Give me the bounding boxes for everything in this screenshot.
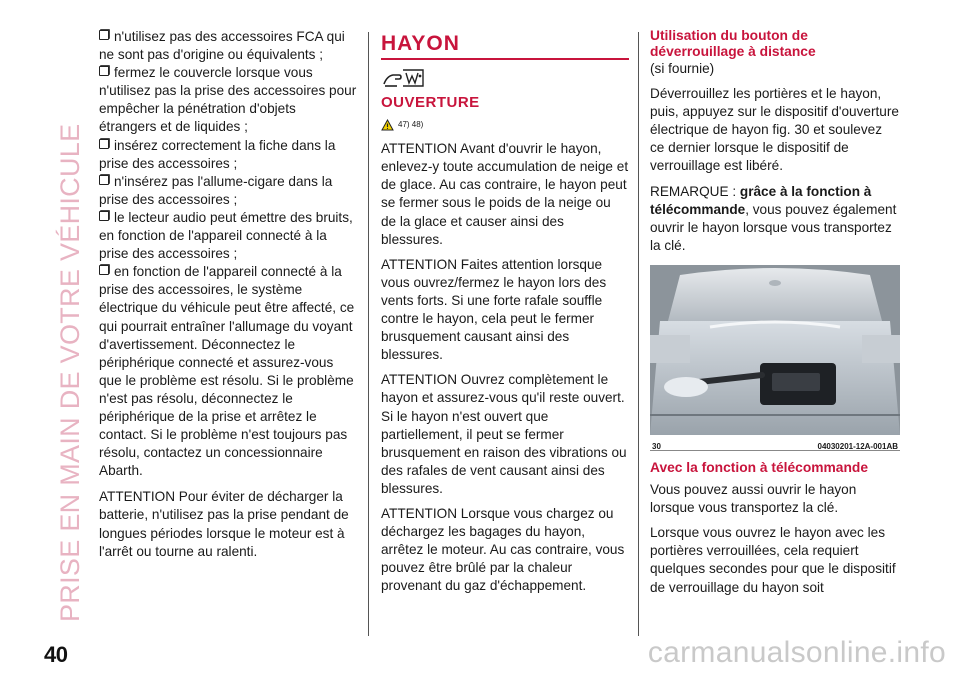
warning-references: 47) 48) — [381, 116, 629, 134]
remark-paragraph: REMARQUE : grâce à la fonction à télécommande, vous pouvez également ouvrir le hayon lorsque vous transportez la clé. — [650, 183, 897, 253]
paragraph: Lorsque vous ouvrez le hayon avec les portières verrouillées, cela requiert quelques secondes pour que le dispositif de verrouillage du hayon soit — [650, 525, 896, 595]
subsection-heading: Avec la fonction à télécommande — [650, 459, 869, 475]
heading-note: (si fournie) — [650, 61, 715, 76]
checkbox-bullet-icon — [99, 139, 109, 149]
paragraph: Vous pouvez aussi ouvrir le hayon lorsque vous transportez la clé. — [650, 482, 857, 516]
hand-tailgate-icon — [381, 64, 629, 92]
attention-paragraph: ATTENTION Avant d'ouvrir le hayon, enlevez-y toute accumulation de neige et de glace. Au cas contraire, le hayon peut se fermer sous le poids de la neige ou de la glace et causer ainsi des blessures. — [381, 141, 629, 247]
checkbox-bullet-icon — [99, 30, 109, 40]
attention-paragraph: ATTENTION Ouvrez complètement le hayon et assurez-vous qu'il reste ouvert. Si le hayon n'est ouvert que partiellement, il peut se fermer brusquement en raison des vibrations ou des rafales de vent causant ainsi des blessures. — [381, 372, 627, 496]
bullet-item: n'utilisez pas des accessoires FCA qui ne sont pas d'origine ou équivalents ; — [99, 29, 345, 63]
title-underline — [381, 58, 629, 60]
bullet-item: fermez le couvercle lorsque vous n'utilisez pas la prise des accessoires pour empêcher la pénétration d'objets étrangers et de liquides ; — [99, 65, 357, 135]
side-section-title: PRISE EN MAIN DE VOTRE VÉHICULE — [55, 123, 85, 622]
bullet-item: n'insérez pas l'allume-cigare dans la prise des accessoires ; — [99, 173, 333, 207]
column-2 — [381, 28, 629, 602]
warning-triangle-icon — [381, 119, 394, 131]
paragraph: Déverrouillez les portières et le hayon, puis, appuyez sur le dispositif d'ouverture électrique de hayon fig. 30 et soulevez ce dernier lorsque le dispositif de verrouillage est libéré. — [650, 86, 899, 174]
tailgate-figure — [650, 265, 900, 435]
attention-paragraph: ATTENTION Lorsque vous chargez ou déchargez les bagages du hayon, arrêtez le moteur. Au cas contraire, vous pouvez être brûlé par la chaleur provenant du gaz d'échappement. — [381, 505, 625, 594]
attention-paragraph: ATTENTION Faites attention lorsque vous ouvrez/fermez le hayon lors des vents forts. Si une forte rafale souffle contre le hayon, cela peut le fermer brusquement causant ainsi des blessures. — [381, 256, 607, 363]
column-3 — [650, 28, 900, 604]
subsection-title: OUVERTURE — [381, 94, 480, 111]
page-number: 40 — [44, 642, 68, 667]
checkbox-bullet-icon — [99, 211, 109, 221]
subsection-heading: Utilisation du bouton de déverrouillage à distance — [650, 28, 816, 59]
checkbox-bullet-icon — [99, 175, 109, 185]
watermark: carmanualsonline.info — [647, 636, 946, 669]
column-1 — [99, 28, 357, 568]
attention-paragraph: ATTENTION Pour éviter de décharger la batterie, n'utilisez pas la prise pendant de longues périodes lorsque le moteur est à l'arrêt ou tourne au ralenti. — [99, 489, 349, 559]
bullet-item: le lecteur audio peut émettre des bruits, en fonction de l'appareil connecté à la prise des accessoires ; — [99, 209, 353, 262]
checkbox-bullet-icon — [99, 265, 109, 275]
bullet-item: en fonction de l'appareil connecté à la prise des accessoires, le système électrique du véhicule peut être affecté, ce qui pourrait entraîner l'allumage du voyant d'avertissement. Déconnectez le périphérique connecté et assurez-vous que le problème est résolu. Si le problème n'est pas résolu, déconnectez le périphérique de la prise et arrêtez le contact. Si le problème n'est toujours pas résolu, contactez un concessionnaire Abarth. — [99, 264, 355, 479]
figure-caption: 30 04030201-12A-001AB — [650, 435, 900, 451]
section-title: HAYON — [381, 32, 460, 55]
bullet-item: insérez correctement la fiche dans la prise des accessoires ; — [99, 137, 336, 171]
column-divider — [638, 32, 639, 636]
checkbox-bullet-icon — [99, 66, 109, 76]
column-divider — [368, 32, 369, 636]
